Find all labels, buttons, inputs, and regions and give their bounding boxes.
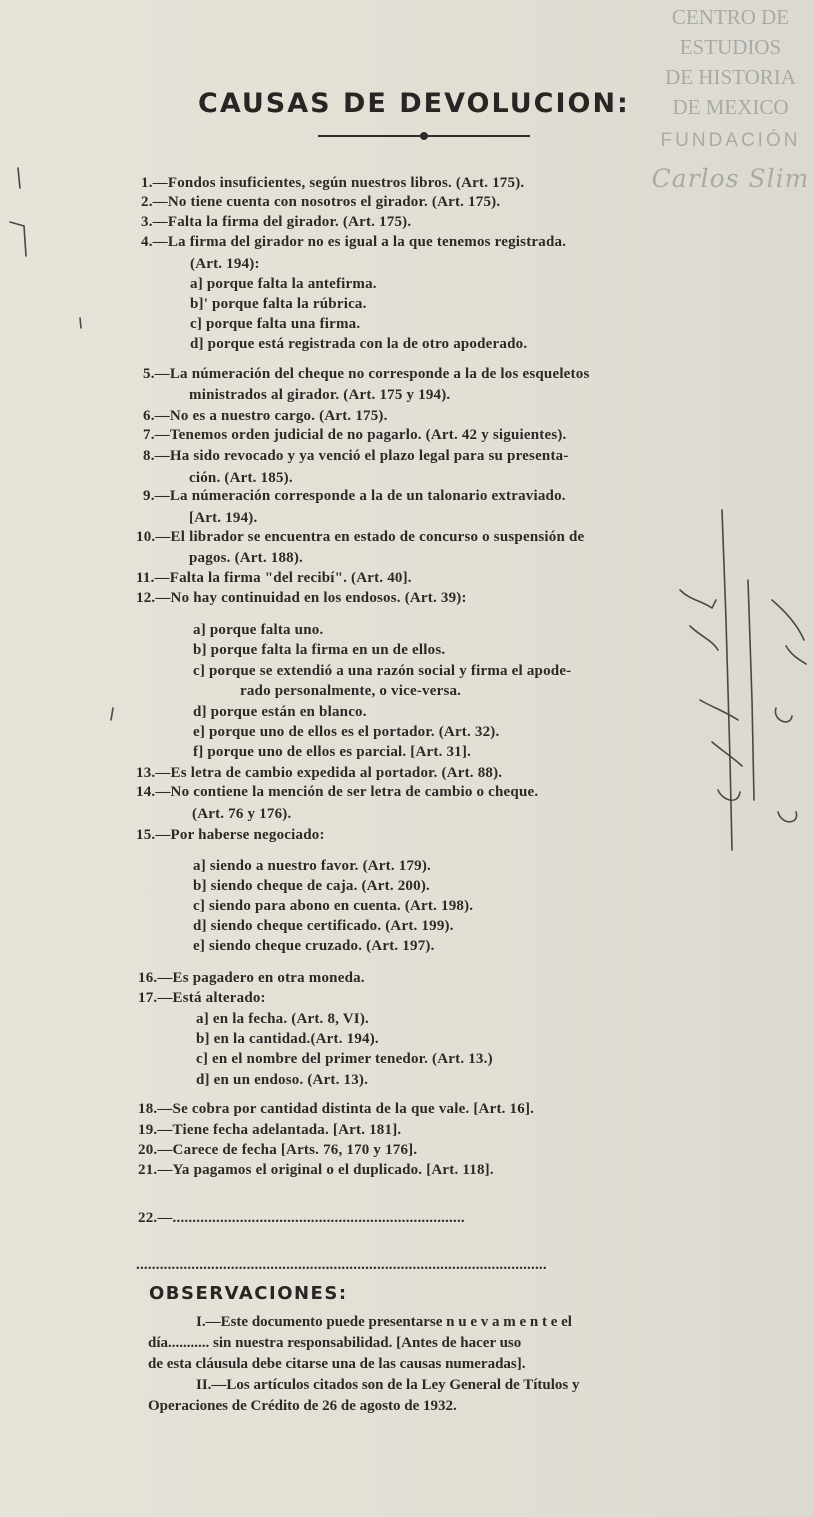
list-item: c] porque falta una firma. xyxy=(190,316,361,332)
list-item: a] porque falta la antefirma. xyxy=(190,276,377,292)
watermark-foundation: FUNDACIÓN xyxy=(660,130,801,151)
list-item: [Art. 194). xyxy=(189,510,258,526)
list-item: 1.—Fondos insuficientes, según nuestros libros. (Art. 175). xyxy=(141,175,525,191)
list-item: 19.—Tiene fecha adelantada. [Art. 181]. xyxy=(138,1122,402,1138)
list-item: c] siendo para abono en cuenta. (Art. 198). xyxy=(193,898,474,914)
list-item: d] siendo cheque certificado. (Art. 199). xyxy=(193,918,454,934)
list-item: rado personalmente, o vice-versa. xyxy=(240,683,462,699)
list-item: d] porque está registrada con la de otro apoderado. xyxy=(190,336,528,352)
list-item: c] en el nombre del primer tenedor. (Art. 13.) xyxy=(196,1051,493,1067)
list-item: 21.—Ya pagamos el original o el duplicado. [Art. 118]. xyxy=(138,1162,494,1178)
list-item: e] siendo cheque cruzado. (Art. 197). xyxy=(193,938,435,954)
observation-line: Operaciones de Crédito de 26 de agosto de 1932. xyxy=(148,1398,457,1414)
list-item: 8.—Ha sido revocado y ya venció el plazo legal para su presenta- xyxy=(143,448,569,464)
list-item: 16.—Es pagadero en otra moneda. xyxy=(138,970,365,986)
list-item: b]' porque falta la rúbrica. xyxy=(190,296,367,312)
observations-title: OBSERVACIONES: xyxy=(149,1283,348,1304)
list-item: 9.—La númeración corresponde a la de un talonario extraviado. xyxy=(143,488,566,504)
watermark-line-3: DE HISTORIA xyxy=(665,65,796,89)
title-divider-ornament xyxy=(420,132,428,140)
list-item: 10.—El librador se encuentra en estado de concurso o suspensión de xyxy=(136,529,585,545)
page-title: CAUSAS DE DEVOLUCION: xyxy=(198,88,630,119)
list-item: c] porque se extendió a una razón social y firma el apode- xyxy=(193,663,572,679)
list-item: a] porque falta uno. xyxy=(193,622,324,638)
list-item: 18.—Se cobra por cantidad distinta de la que vale. [Art. 16]. xyxy=(138,1101,535,1117)
observation-line: II.—Los artículos citados son de la Ley General de Títulos y xyxy=(196,1377,580,1393)
list-item: 20.—Carece de fecha [Arts. 76, 170 y 176]. xyxy=(138,1142,418,1158)
list-item: ción. (Art. 185). xyxy=(189,470,293,486)
list-item: (Art. 194): xyxy=(190,256,260,272)
list-item: b] porque falta la firma en un de ellos. xyxy=(193,642,446,658)
list-item: 17.—Está alterado: xyxy=(138,990,266,1006)
list-item: 2.—No tiene cuenta con nosotros el girador. (Art. 175). xyxy=(141,194,501,210)
list-item: e] porque uno de ellos es el portador. (Art. 32). xyxy=(193,724,500,740)
list-item: a] en la fecha. (Art. 8, VI). xyxy=(196,1011,369,1027)
list-item: 3.—Falta la firma del girador. (Art. 175). xyxy=(141,214,412,230)
list-item: d] en un endoso. (Art. 13). xyxy=(196,1072,369,1088)
list-item: pagos. (Art. 188). xyxy=(189,550,304,566)
list-item: 11.—Falta la firma "del recibí". (Art. 40]. xyxy=(136,570,412,586)
list-item: f] porque uno de ellos es parcial. [Art. 31]. xyxy=(193,744,472,760)
list-item: d] porque están en blanco. xyxy=(193,704,367,720)
list-item: 22.—.......................................................................... xyxy=(138,1210,465,1226)
list-item: 4.—La firma del girador no es igual a la que tenemos registrada. xyxy=(141,234,567,250)
list-item: 5.—La númeración del cheque no corresponde a la de los esqueletos xyxy=(143,366,590,382)
list-item: 15.—Por haberse negociado: xyxy=(136,827,325,843)
watermark-line-2: ESTUDIOS xyxy=(679,35,782,59)
list-item: ........................................................................................................ xyxy=(136,1257,547,1273)
list-item: (Art. 76 y 176). xyxy=(192,806,292,822)
list-item: 14.—No contiene la mención de ser letra de cambio o cheque. xyxy=(136,784,539,800)
observation-line: I.—Este documento puede presentarse n u e v a m e n t e el xyxy=(196,1314,572,1330)
list-item: 12.—No hay continuidad en los endosos. (Art. 39): xyxy=(136,590,467,606)
list-item: 13.—Es letra de cambio expedida al portador. (Art. 88). xyxy=(136,765,503,781)
archive-watermark xyxy=(648,2,813,194)
list-item: 6.—No es a nuestro cargo. (Art. 175). xyxy=(143,408,388,424)
list-item: a] siendo a nuestro favor. (Art. 179). xyxy=(193,858,432,874)
observation-line: día........... sin nuestra responsabilidad. [Antes de hacer uso xyxy=(148,1335,522,1351)
watermark-line-4: DE MEXICO xyxy=(672,95,789,119)
list-item: b] en la cantidad.(Art. 194). xyxy=(196,1031,379,1047)
observation-line: de esta cláusula debe citarse una de las causas numeradas]. xyxy=(148,1356,526,1372)
watermark-signature: Carlos Slim xyxy=(651,164,810,193)
list-item: b] siendo cheque de caja. (Art. 200). xyxy=(193,878,430,894)
watermark-line-1: CENTRO DE xyxy=(671,5,790,29)
list-item: ministrados al girador. (Art. 175 y 194). xyxy=(189,387,451,403)
list-item: 7.—Tenemos orden judicial de no pagarlo. (Art. 42 y siguientes). xyxy=(143,427,567,443)
